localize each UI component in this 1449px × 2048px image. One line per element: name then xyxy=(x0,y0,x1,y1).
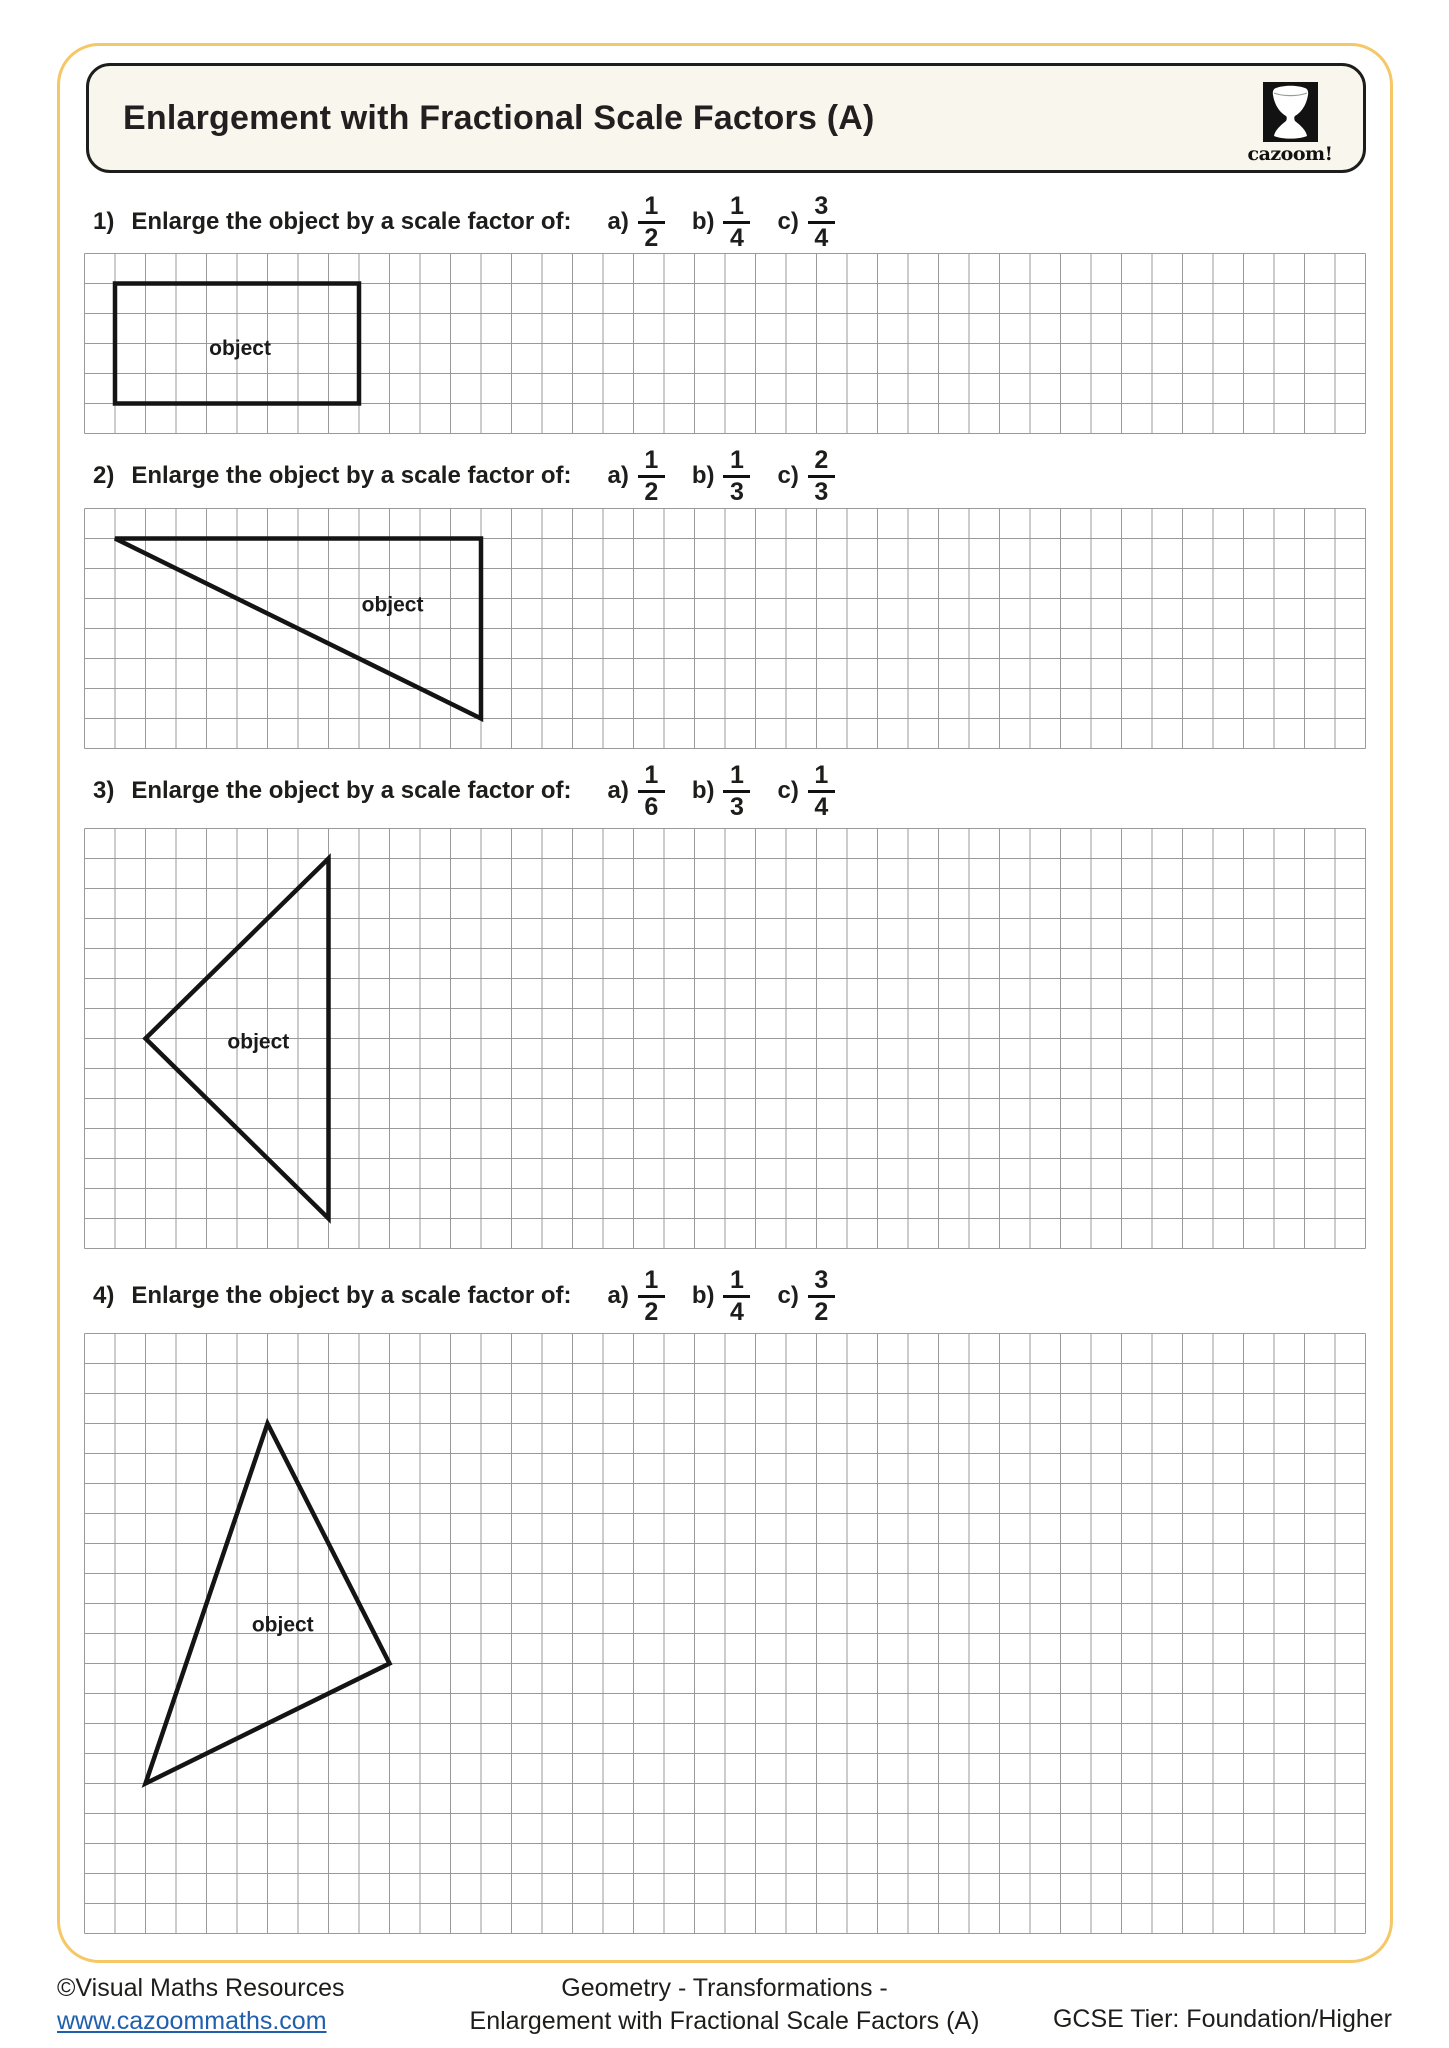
worksheet-header xyxy=(86,63,1366,173)
question-number: 4) xyxy=(93,1282,115,1309)
part-b xyxy=(691,445,751,506)
question-parts xyxy=(607,1265,834,1326)
footer-tier: GCSE Tier: Foundation/Higher xyxy=(1052,2005,1392,2033)
part-label: a) xyxy=(607,1282,629,1309)
fraction-numerator: 1 xyxy=(644,191,659,220)
part-label: c) xyxy=(777,462,799,489)
fraction xyxy=(638,760,665,821)
object-label: object xyxy=(361,593,424,617)
question-1-header xyxy=(93,192,835,252)
part-label: b) xyxy=(691,462,715,489)
part-a xyxy=(607,760,664,821)
fraction xyxy=(808,191,835,252)
fraction xyxy=(638,1265,665,1326)
question-1-grid xyxy=(84,253,1366,434)
question-prompt: Enlarge the object by a scale factor of: xyxy=(131,462,572,489)
fraction xyxy=(723,760,750,821)
part-b xyxy=(691,191,751,252)
fraction-numerator: 2 xyxy=(814,445,829,474)
part-c xyxy=(777,445,834,506)
question-parts xyxy=(607,191,834,252)
fraction-denominator: 2 xyxy=(644,1297,659,1326)
question-prompt: Enlarge the object by a scale factor of: xyxy=(131,777,572,804)
fraction-denominator: 4 xyxy=(814,223,829,252)
question-prompt: Enlarge the object by a scale factor of: xyxy=(131,1282,572,1309)
footer-topic-line1: Geometry - Transformations - xyxy=(561,1974,888,2002)
copyright-text: ©Visual Maths Resources xyxy=(57,1974,345,2002)
fraction xyxy=(723,445,750,506)
fraction xyxy=(638,191,665,252)
part-label: b) xyxy=(691,208,715,235)
question-4-header xyxy=(93,1266,835,1326)
fraction-denominator: 4 xyxy=(814,792,829,821)
cazoom-logo xyxy=(1247,82,1333,165)
part-label: c) xyxy=(777,1282,799,1309)
fraction xyxy=(808,1265,835,1326)
part-label: b) xyxy=(691,777,715,804)
fraction-numerator: 1 xyxy=(730,760,744,789)
object-label: object xyxy=(251,1613,314,1637)
question-2-grid xyxy=(84,508,1366,749)
part-a xyxy=(607,191,664,252)
fraction-denominator: 2 xyxy=(644,223,659,252)
fraction-numerator: 1 xyxy=(644,760,659,789)
question-number: 2) xyxy=(93,462,115,489)
fraction-denominator: 6 xyxy=(644,792,659,821)
part-label: a) xyxy=(607,777,629,804)
question-2-header xyxy=(93,446,835,506)
fraction-denominator: 3 xyxy=(730,477,744,506)
fraction-denominator: 4 xyxy=(730,1297,744,1326)
fraction-numerator: 3 xyxy=(814,191,829,220)
question-3-grid xyxy=(84,828,1366,1249)
object-label: object xyxy=(209,337,271,360)
fraction-numerator: 1 xyxy=(644,445,659,474)
fraction xyxy=(723,1265,750,1326)
fraction xyxy=(723,191,750,252)
fraction-numerator: 1 xyxy=(644,1265,659,1294)
fraction-numerator: 1 xyxy=(730,445,744,474)
part-b xyxy=(691,1265,751,1326)
fraction-numerator: 3 xyxy=(814,1265,829,1294)
question-number: 1) xyxy=(93,208,115,235)
fraction-numerator: 1 xyxy=(730,191,744,220)
part-label: a) xyxy=(607,462,629,489)
part-label: b) xyxy=(691,1282,715,1309)
cazoom-logo-text: cazoom! xyxy=(1247,143,1333,165)
fraction-denominator: 2 xyxy=(644,477,659,506)
fraction xyxy=(638,445,665,506)
part-c xyxy=(777,191,834,252)
fraction-denominator: 2 xyxy=(814,1297,829,1326)
part-b xyxy=(691,760,751,821)
fraction xyxy=(808,760,835,821)
part-label: c) xyxy=(777,208,799,235)
question-3-header xyxy=(93,761,835,821)
footer-topic-line2: Enlargement with Fractional Scale Factors (A) xyxy=(469,2007,980,2035)
fraction-denominator: 3 xyxy=(730,792,744,821)
question-prompt: Enlarge the object by a scale factor of: xyxy=(131,208,572,235)
fraction-numerator: 1 xyxy=(730,1265,744,1294)
fraction xyxy=(808,445,835,506)
question-parts xyxy=(607,445,834,506)
part-label: a) xyxy=(607,208,629,235)
question-number: 3) xyxy=(93,777,115,804)
cazoom-drum-icon xyxy=(1263,82,1318,142)
website-link[interactable]: www.cazoommaths.com xyxy=(57,2007,327,2035)
part-c xyxy=(777,760,834,821)
fraction-denominator: 3 xyxy=(814,477,829,506)
part-a xyxy=(607,445,664,506)
fraction-numerator: 1 xyxy=(814,760,829,789)
fraction-denominator: 4 xyxy=(730,223,744,252)
part-a xyxy=(607,1265,664,1326)
question-parts xyxy=(607,760,834,821)
part-c xyxy=(777,1265,834,1326)
worksheet-title: Enlargement with Fractional Scale Factors (A) xyxy=(123,98,875,137)
question-4-grid xyxy=(84,1333,1366,1934)
object-label: object xyxy=(227,1030,290,1054)
part-label: c) xyxy=(777,777,799,804)
